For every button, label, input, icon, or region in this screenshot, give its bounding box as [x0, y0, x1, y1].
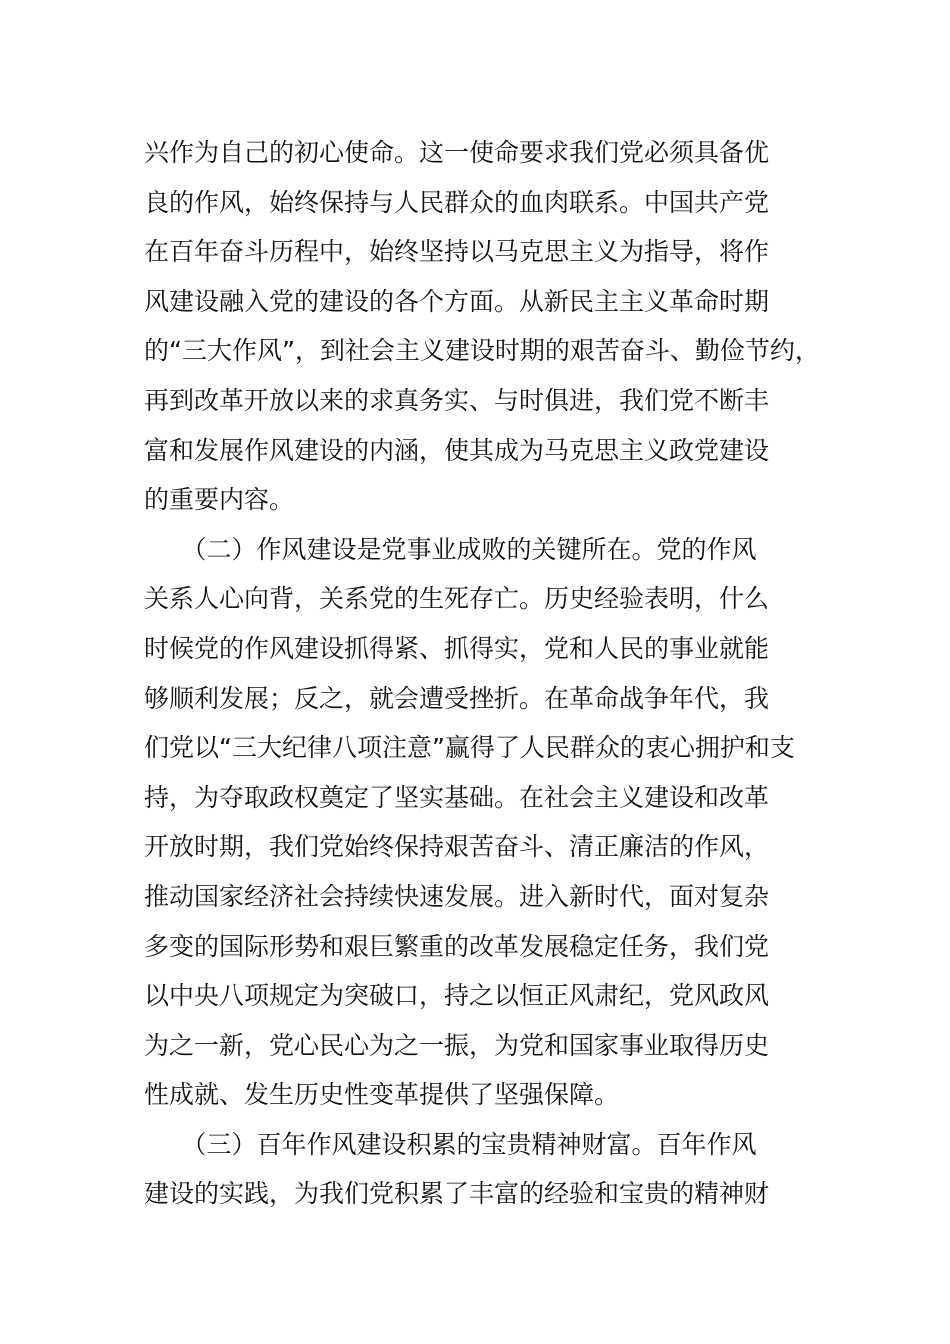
text-line: 建设的实践，为我们党积累了丰富的经验和宝贵的精神财	[144, 1179, 770, 1209]
text-line: 够顺利发展；反之，就会遭受挫折。在革命战争年代，我	[144, 683, 770, 713]
document-body	[144, 128, 824, 1219]
text-line: 富和发展作风建设的内涵，使其成为马克思主义政党建设	[144, 435, 770, 465]
text-line: （三）百年作风建设积累的宝贵精神财富。百年作风	[144, 1129, 757, 1159]
text-line: 的重要内容。	[144, 485, 295, 515]
text-line: 风建设融入党的建设的各个方面。从新民主主义革命时期	[144, 286, 770, 316]
text-line: 为之一新，党心民心为之一振，为党和国家事业取得历史	[144, 1030, 770, 1060]
text-line: 良的作风，始终保持与人民群众的血肉联系。中国共产党	[144, 187, 770, 217]
text-line: 以中央八项规定为突破口，持之以恒正风肃纪，党风政风	[144, 981, 770, 1011]
text-line: 再到改革开放以来的求真务实、与时俱进，我们党不断丰	[144, 385, 770, 415]
text-line: 的“三大作风”，到社会主义建设时期的艰苦奋斗、勤俭节约，	[144, 336, 820, 366]
text-line: 们党以“三大纪律八项注意”赢得了人民群众的衷心拥护和支	[144, 733, 795, 763]
text-line: 关系人心向背，关系党的生死存亡。历史经验表明，什么	[144, 584, 770, 614]
text-line: 开放时期，我们党始终保持艰苦奋斗、清正廉洁的作风，	[144, 832, 770, 862]
text-line: 兴作为自己的初心使命。这一使命要求我们党必须具备优	[144, 138, 770, 167]
text-line: 时候党的作风建设抓得紧、抓得实，党和人民的事业就能	[144, 633, 770, 663]
text-line: 持，为夺取政权奠定了坚实基础。在社会主义建设和改革	[144, 782, 770, 812]
text-line: （二）作风建设是党事业成败的关键所在。党的作风	[144, 534, 757, 564]
text-line: 性成就、发生历史性变革提供了坚强保障。	[144, 1080, 620, 1110]
text-line: 在百年奋斗历程中，始终坚持以马克思主义为指导，将作	[144, 237, 770, 267]
text-line: 多变的国际形势和艰巨繁重的改革发展稳定任务，我们党	[144, 931, 770, 961]
text-line: 推动国家经济社会持续快速发展。进入新时代，面对复杂	[144, 881, 770, 911]
